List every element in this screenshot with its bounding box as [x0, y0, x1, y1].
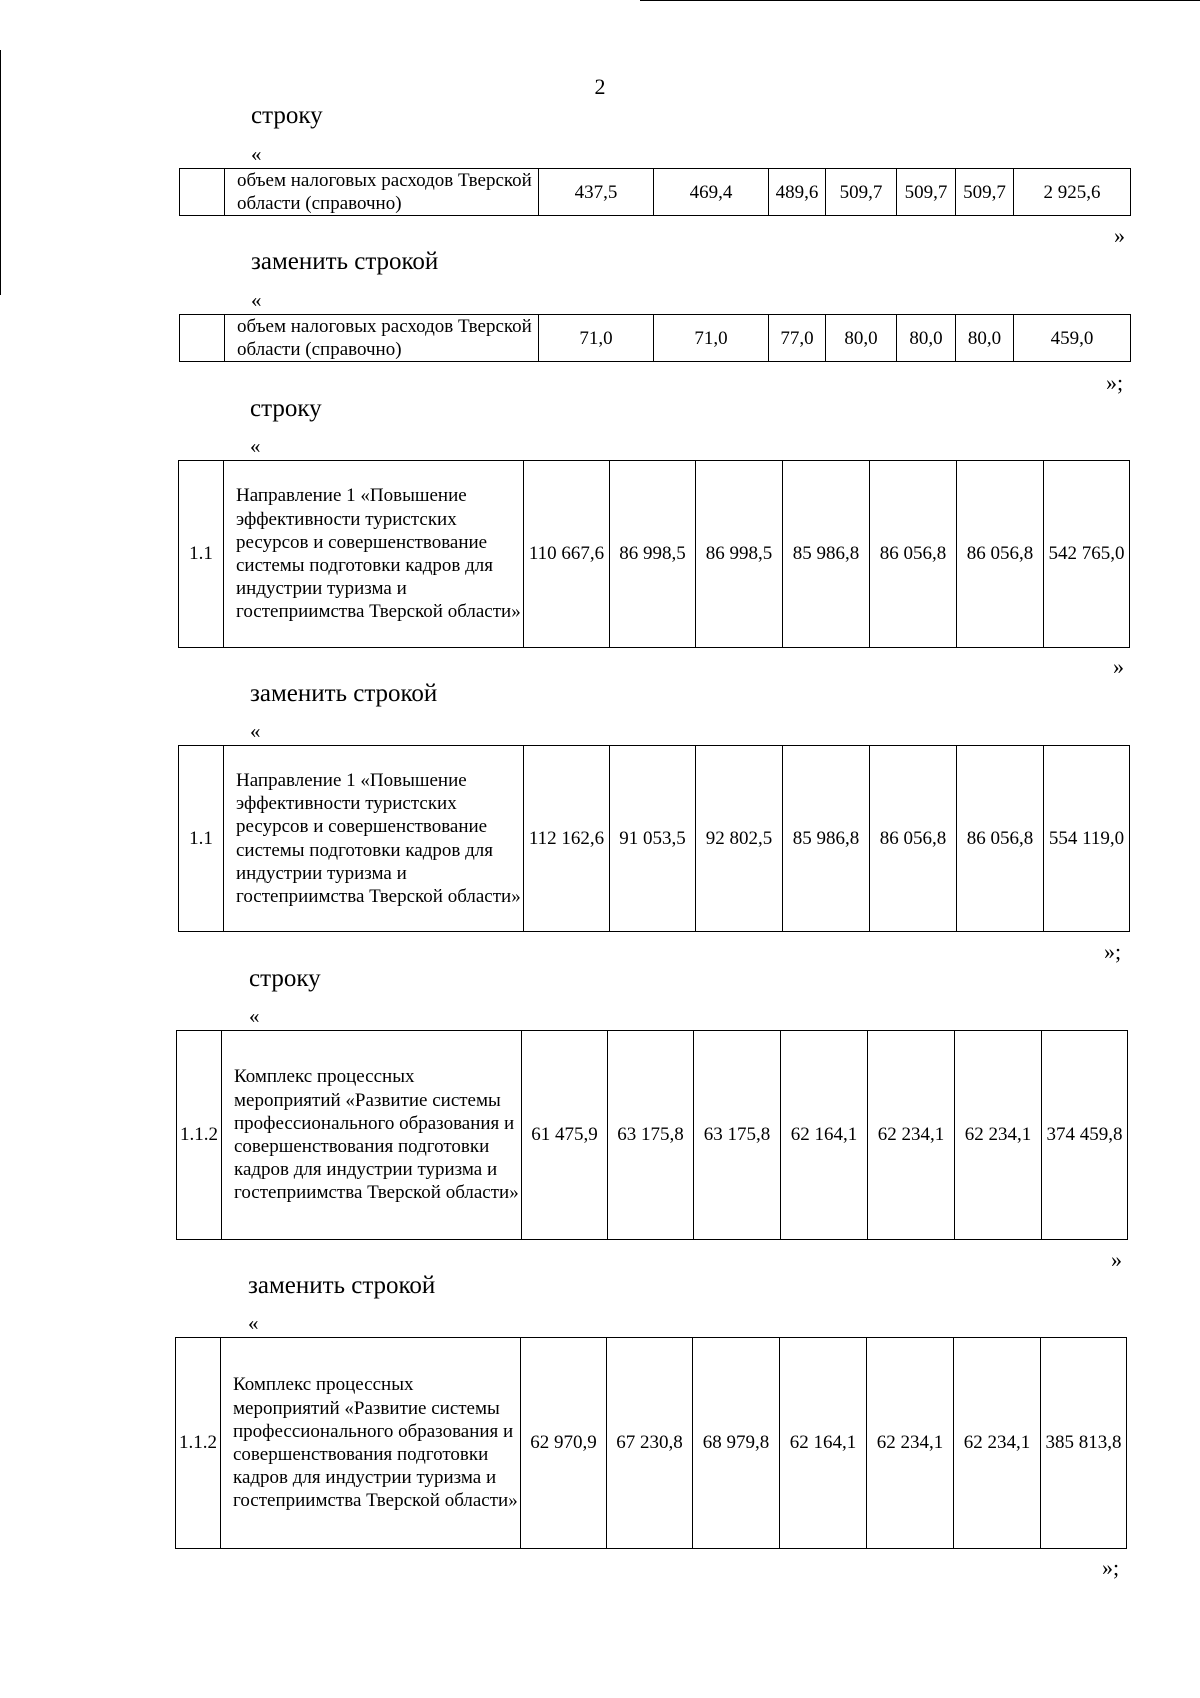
row-code: 1.1.2 — [176, 1338, 221, 1549]
row-value: 62 234,1 — [868, 1031, 955, 1240]
row-value: 80,0 — [897, 315, 956, 362]
table-row — [179, 461, 1130, 648]
row-value: 2 925,6 — [1014, 169, 1131, 216]
table-row — [179, 746, 1130, 932]
scan-edge-mark — [640, 0, 1200, 1]
row-value: 469,4 — [654, 169, 769, 216]
row-value: 61 475,9 — [522, 1031, 608, 1240]
row-value: 459,0 — [1014, 315, 1131, 362]
row-value: 62 234,1 — [954, 1338, 1041, 1549]
row-value: 86 056,8 — [870, 746, 957, 932]
closing-quote: » — [1114, 223, 1125, 248]
row-value: 437,5 — [539, 169, 654, 216]
row-value: 85 986,8 — [783, 461, 870, 648]
opening-quote: « — [251, 288, 262, 312]
closing-quote: » — [1113, 654, 1124, 679]
row-value: 554 119,0 — [1044, 746, 1130, 932]
table-row — [180, 315, 1131, 362]
row-value: 62 164,1 — [780, 1338, 867, 1549]
row-value: 85 986,8 — [783, 746, 870, 932]
row-value: 77,0 — [769, 315, 826, 362]
row-value: 80,0 — [956, 315, 1014, 362]
row-value: 68 979,8 — [693, 1338, 780, 1549]
closing-quote: » — [1111, 1247, 1122, 1272]
budget-table — [175, 1337, 1127, 1549]
row-value: 62 970,9 — [521, 1338, 607, 1549]
closing-quote: »; — [1106, 370, 1124, 395]
row-code: 1.1 — [179, 461, 224, 648]
row-value: 86 998,5 — [696, 461, 783, 648]
row-value: 63 175,8 — [694, 1031, 781, 1240]
row-value: 91 053,5 — [610, 746, 696, 932]
row-value: 542 765,0 — [1044, 461, 1130, 648]
row-value: 86 056,8 — [870, 461, 957, 648]
row-value: 92 802,5 — [696, 746, 783, 932]
budget-table — [176, 1030, 1128, 1240]
table-row — [180, 169, 1131, 216]
budget-table — [178, 460, 1130, 648]
row-value: 374 459,8 — [1042, 1031, 1128, 1240]
row-value: 86 056,8 — [957, 461, 1044, 648]
row-value: 63 175,8 — [608, 1031, 694, 1240]
instruction-label: заменить строкой — [251, 248, 439, 275]
row-name: Направление 1 «Повышение эффективности туристских ресурсов и совершенствование системы подготовки кадров для индустрии туризма и гостеприимства Тверской области» — [224, 461, 524, 648]
closing-quote: »; — [1102, 1555, 1120, 1580]
row-value: 62 234,1 — [867, 1338, 954, 1549]
row-value: 112 162,6 — [524, 746, 610, 932]
row-value: 86 998,5 — [610, 461, 696, 648]
closing-quote: »; — [1104, 939, 1122, 964]
row-value: 62 164,1 — [781, 1031, 868, 1240]
row-value: 509,7 — [956, 169, 1014, 216]
page-number: 2 — [594, 74, 606, 99]
row-value: 67 230,8 — [607, 1338, 693, 1549]
row-value: 509,7 — [897, 169, 956, 216]
row-value: 71,0 — [654, 315, 769, 362]
budget-table — [178, 745, 1130, 932]
opening-quote: « — [250, 719, 261, 743]
row-value: 62 234,1 — [955, 1031, 1042, 1240]
row-code: 1.1.2 — [177, 1031, 222, 1240]
instruction-label: заменить строкой — [248, 1272, 436, 1299]
row-value: 71,0 — [539, 315, 654, 362]
row-value: 86 056,8 — [957, 746, 1044, 932]
opening-quote: « — [251, 142, 262, 166]
row-code — [180, 169, 225, 216]
budget-table — [179, 314, 1131, 362]
opening-quote: « — [250, 434, 261, 458]
table-row — [177, 1031, 1128, 1240]
row-name: Комплекс процессных мероприятий «Развитие системы профессионального образования и совершенствования подготовки кадров для индустрии туризма и гостеприимства Тверской области» — [222, 1031, 522, 1240]
instruction-label: строку — [250, 395, 322, 422]
row-name: Направление 1 «Повышение эффективности туристских ресурсов и совершенствование системы подготовки кадров для индустрии туризма и гостеприимства Тверской области» — [224, 746, 524, 932]
row-value: 489,6 — [769, 169, 826, 216]
table-row — [176, 1338, 1127, 1549]
row-value: 80,0 — [826, 315, 897, 362]
scan-edge-mark — [0, 50, 1, 295]
opening-quote: « — [249, 1004, 260, 1028]
row-code — [180, 315, 225, 362]
row-name: объем налоговых расходов Тверской области (справочно) — [225, 315, 539, 362]
row-value: 110 667,6 — [524, 461, 610, 648]
row-name: объем налоговых расходов Тверской области (справочно) — [225, 169, 539, 216]
row-name: Комплекс процессных мероприятий «Развитие системы профессионального образования и совершенствования подготовки кадров для индустрии туризма и гостеприимства Тверской области» — [221, 1338, 521, 1549]
instruction-label: строку — [251, 102, 323, 129]
row-value: 385 813,8 — [1041, 1338, 1127, 1549]
budget-table — [179, 168, 1131, 216]
instruction-label: заменить строкой — [250, 680, 438, 707]
instruction-label: строку — [249, 965, 321, 992]
row-value: 509,7 — [826, 169, 897, 216]
opening-quote: « — [248, 1311, 259, 1335]
row-code: 1.1 — [179, 746, 224, 932]
